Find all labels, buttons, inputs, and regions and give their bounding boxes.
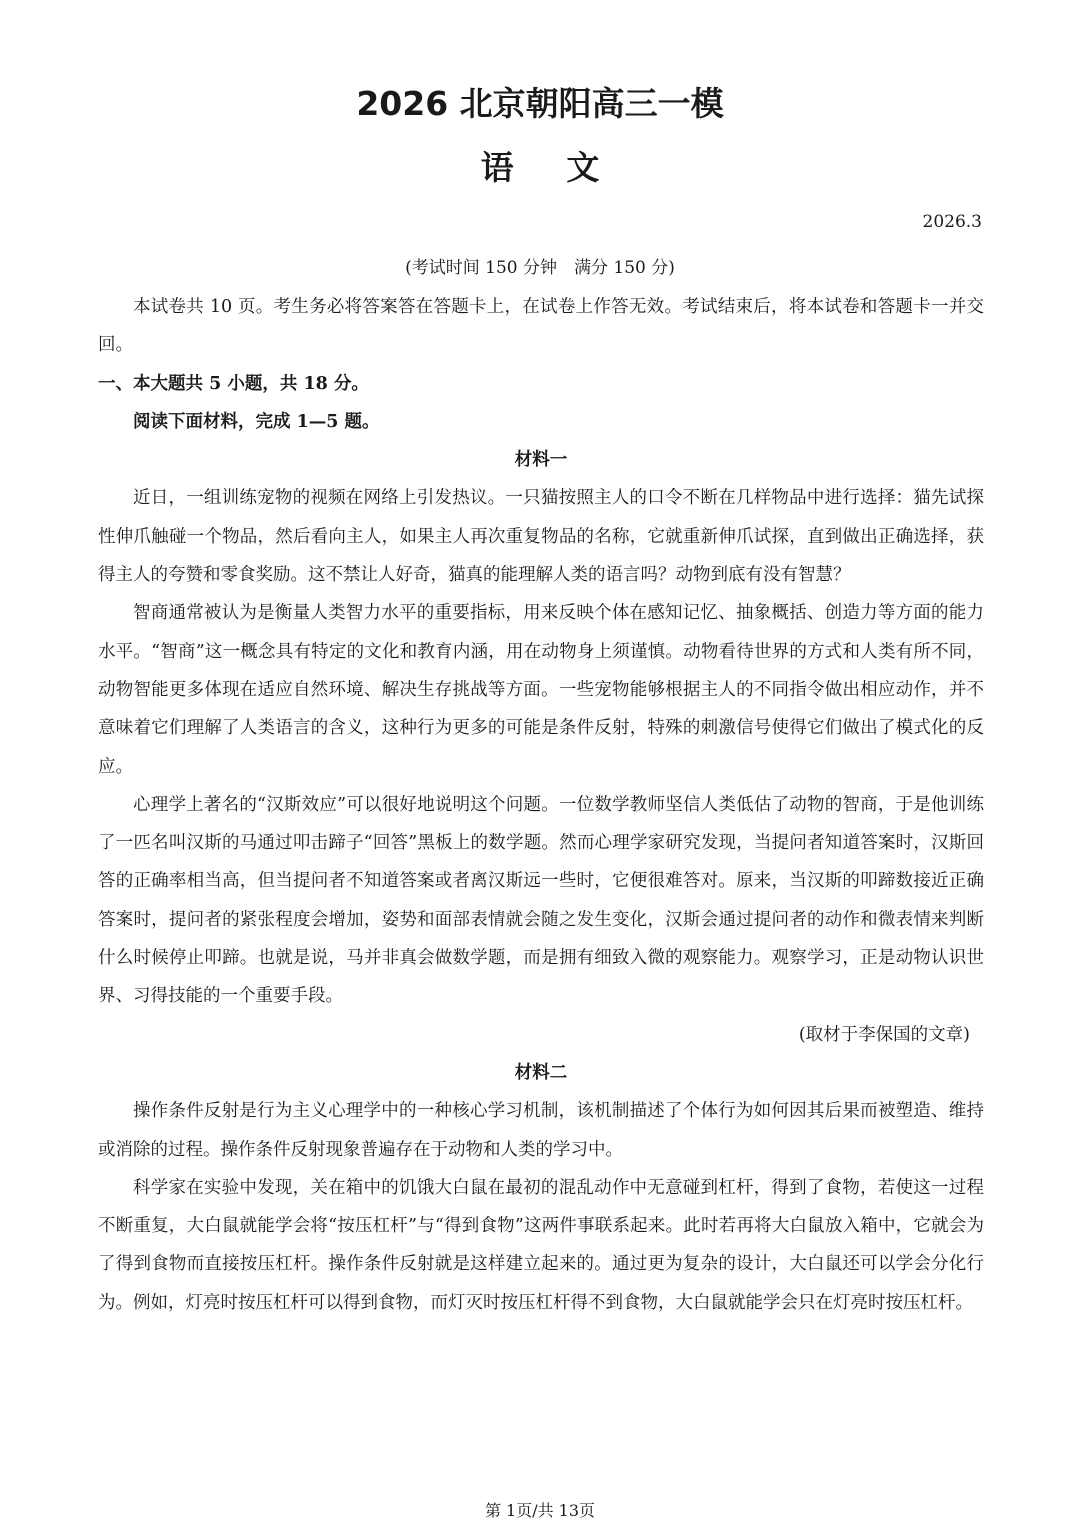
exam-date: 2026.3 <box>922 212 982 232</box>
material-2-heading: 材料二 <box>514 1062 568 1083</box>
instructions: 本试卷共 10 页。考生务必将答案答在答题卡上，在试卷上作答无效。考试结束后，将本试卷和答题卡一并交回。 <box>98 297 984 356</box>
material-2-paragraph: 科学家在实验中发现，关在箱中的饥饿大白鼠在最初的混乱动作中无意碰到杠杆，得到了食物，若使这一过程不断重复，大白鼠就能学会将“按压杠杆”与“得到食物”这两件事联系起来。此时若再将大白鼠放入箱中，它就会为了得到食物而直接按压杠杆。操作条件反射就是这样建立起来的。通过更为复杂的设计，大白鼠还可以学会分化行为。例如，灯亮时按压杠杆可以得到食物，而灯灭时按压杠杆得不到食物，大白鼠就能学会只在灯亮时按压杠杆。 <box>98 1177 984 1313</box>
material-1-paragraph: 近日，一组训练宠物的视频在网络上引发热议。一只猫按照主人的口令不断在几样物品中进行选择：猫先试探性伸爪触碰一个物品，然后看向主人，如果主人再次重复物品的名称，它就重新伸爪试探，直到做出正确选择，获得主人的夸赞和零食奖励。这不禁让人好奇，猫真的能理解人类的语言吗？动物到底有没有智慧？ <box>98 488 984 586</box>
section-heading: 一、本大题共 5 小题，共 18 分。 <box>98 373 369 394</box>
material-2-paragraph: 操作条件反射是行为主义心理学中的一种核心学习机制，该机制描述了个体行为如何因其后果而被塑造、维持或消除的过程。操作条件反射现象普遍存在于动物和人类的学习中。 <box>98 1101 984 1160</box>
material-1-paragraph: 心理学上著名的“汉斯效应”可以很好地说明这个问题。一位数学教师坚信人类低估了动物的智商，于是他训练了一匹名叫汉斯的马通过叩击蹄子“回答”黑板上的数学题。然而心理学家研究发现，当提问者知道答案时，汉斯回答的正确率相当高，但当提问者不知道答案或者离汉斯远一些时，它便很难答对。原来，当汉斯的叩蹄数接近正确答案时，提问者的紧张程度会增加，姿势和面部表情就会随之发生变化，汉斯会通过提问者的动作和微表情来判断什么时候停止叩蹄。也就是说，马并非真会做数学题，而是拥有细致入微的观察能力。观察学习，正是动物认识世界、习得技能的一个重要手段。 <box>98 794 984 1007</box>
exam-title: 2026 北京朝阳高三一模 <box>356 84 724 123</box>
exam-body <box>98 288 984 1322</box>
material-1-source: (取材于李保国的文章) <box>798 1024 970 1045</box>
material-1-heading: 材料一 <box>514 450 568 471</box>
page-number: 第 1页/共 13页 <box>484 1501 596 1520</box>
task-instruction: 阅读下面材料，完成 1—5 题。 <box>133 411 380 432</box>
exam-info: (考试时间 150 分钟 满分 150 分) <box>405 258 675 278</box>
subject-title: 语文 <box>480 148 653 187</box>
material-1-paragraph: 智商通常被认为是衡量人类智力水平的重要指标，用来反映个体在感知记忆、抽象概括、创造力等方面的能力水平。“智商”这一概念具有特定的文化和教育内涵，用在动物身上须谨慎。动物看待世界的方式和人类有所不同，动物智能更多体现在适应自然环境、解决生存挑战等方面。一些宠物能够根据主人的不同指令做出相应动作，并不意味着它们理解了人类语言的含义，这种行为更多的可能是条件反射，特殊的刺激信号使得它们做出了模式化的反应。 <box>98 603 984 777</box>
